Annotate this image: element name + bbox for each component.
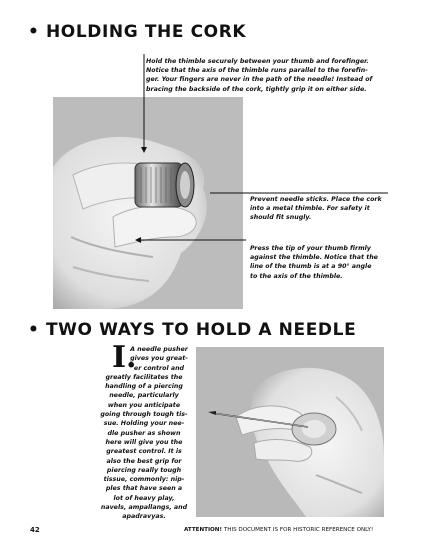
caption-line: Notice that the axis of the thimble runs parallel to the forefin-: [146, 67, 368, 75]
caption-line: against the thimble. Notice that the: [250, 254, 378, 262]
footer-attention-note: [184, 527, 373, 533]
paragraph-line: going through tough tis-: [100, 411, 188, 419]
paragraph-line: er control and: [133, 364, 185, 372]
caption-line: bracing the backside of the cork, tightly grip it on either side.: [146, 85, 367, 93]
photo-hand-holding-cork-thimble: [53, 97, 243, 309]
section-heading-two-ways: • TWO WAYS TO HOLD A NEEDLE: [28, 320, 357, 340]
footer-attention-label: ATTENTION!: [184, 527, 223, 533]
caption-line: Prevent needle sticks. Place the cork: [250, 196, 382, 203]
page-number: 42: [30, 526, 40, 534]
paragraph-line: sue. Holding your nee-: [103, 420, 185, 428]
paragraph-line: dle pusher as shown: [107, 429, 181, 437]
needle-pusher-paragraph: [92, 340, 196, 522]
section-heading-holding-the-cork: • HOLDING THE CORK: [28, 22, 247, 42]
caption-line: into a metal thimble. For safety it: [250, 205, 370, 213]
paragraph-line: greatest control. It is: [106, 448, 182, 456]
footer-attention-text: THIS DOCUMENT IS FOR HISTORIC REFERENCE ONLY!: [222, 527, 374, 533]
paragraph-line: A needle pusher: [130, 346, 188, 353]
caption-hold-thimble: [146, 57, 396, 94]
paragraph-line: tissue, commonly: nip-: [103, 476, 185, 484]
caption-line: Press the tip of your thumb firmly: [250, 245, 371, 252]
caption-press-thumb: [250, 244, 390, 281]
hand-thimble-illustration: [53, 97, 243, 309]
paragraph-line: here will give you the: [105, 438, 183, 446]
photo-hand-holding-needle-pusher: [196, 347, 384, 517]
paragraph-line: navels, ampallangs, and: [100, 504, 188, 512]
caption-line: Hold the thimble securely between your thumb and forefinger.: [146, 58, 369, 65]
caption-line: should fit snugly.: [250, 214, 312, 222]
caption-line: ger. Your fingers are never in the path of the needle! Instead of: [146, 76, 373, 84]
paragraph-line: also the best grip for: [106, 457, 182, 465]
drop-cap: I.: [112, 340, 137, 375]
paragraph-line: handling of a piercing: [105, 383, 183, 391]
paragraph-line: needle, particularly: [109, 392, 179, 400]
caption-prevent-needle-sticks: [250, 195, 390, 223]
paragraph-line: apadravyas.: [122, 513, 166, 521]
paragraph-line: piercing really tough: [106, 466, 182, 474]
caption-line: to the axis of the thimble.: [250, 272, 343, 280]
paragraph-line: lot of heavy play,: [113, 494, 175, 502]
paragraph-line: ples that have seen a: [105, 485, 183, 493]
paragraph-line: gives you great-: [130, 355, 188, 363]
paragraph-line: when you anticipate: [107, 401, 181, 409]
caption-line: line of the thumb is at a 90° angle: [250, 263, 372, 271]
hand-needle-illustration: [196, 347, 384, 517]
paragraph-line: greatly facilitates the: [105, 373, 183, 381]
